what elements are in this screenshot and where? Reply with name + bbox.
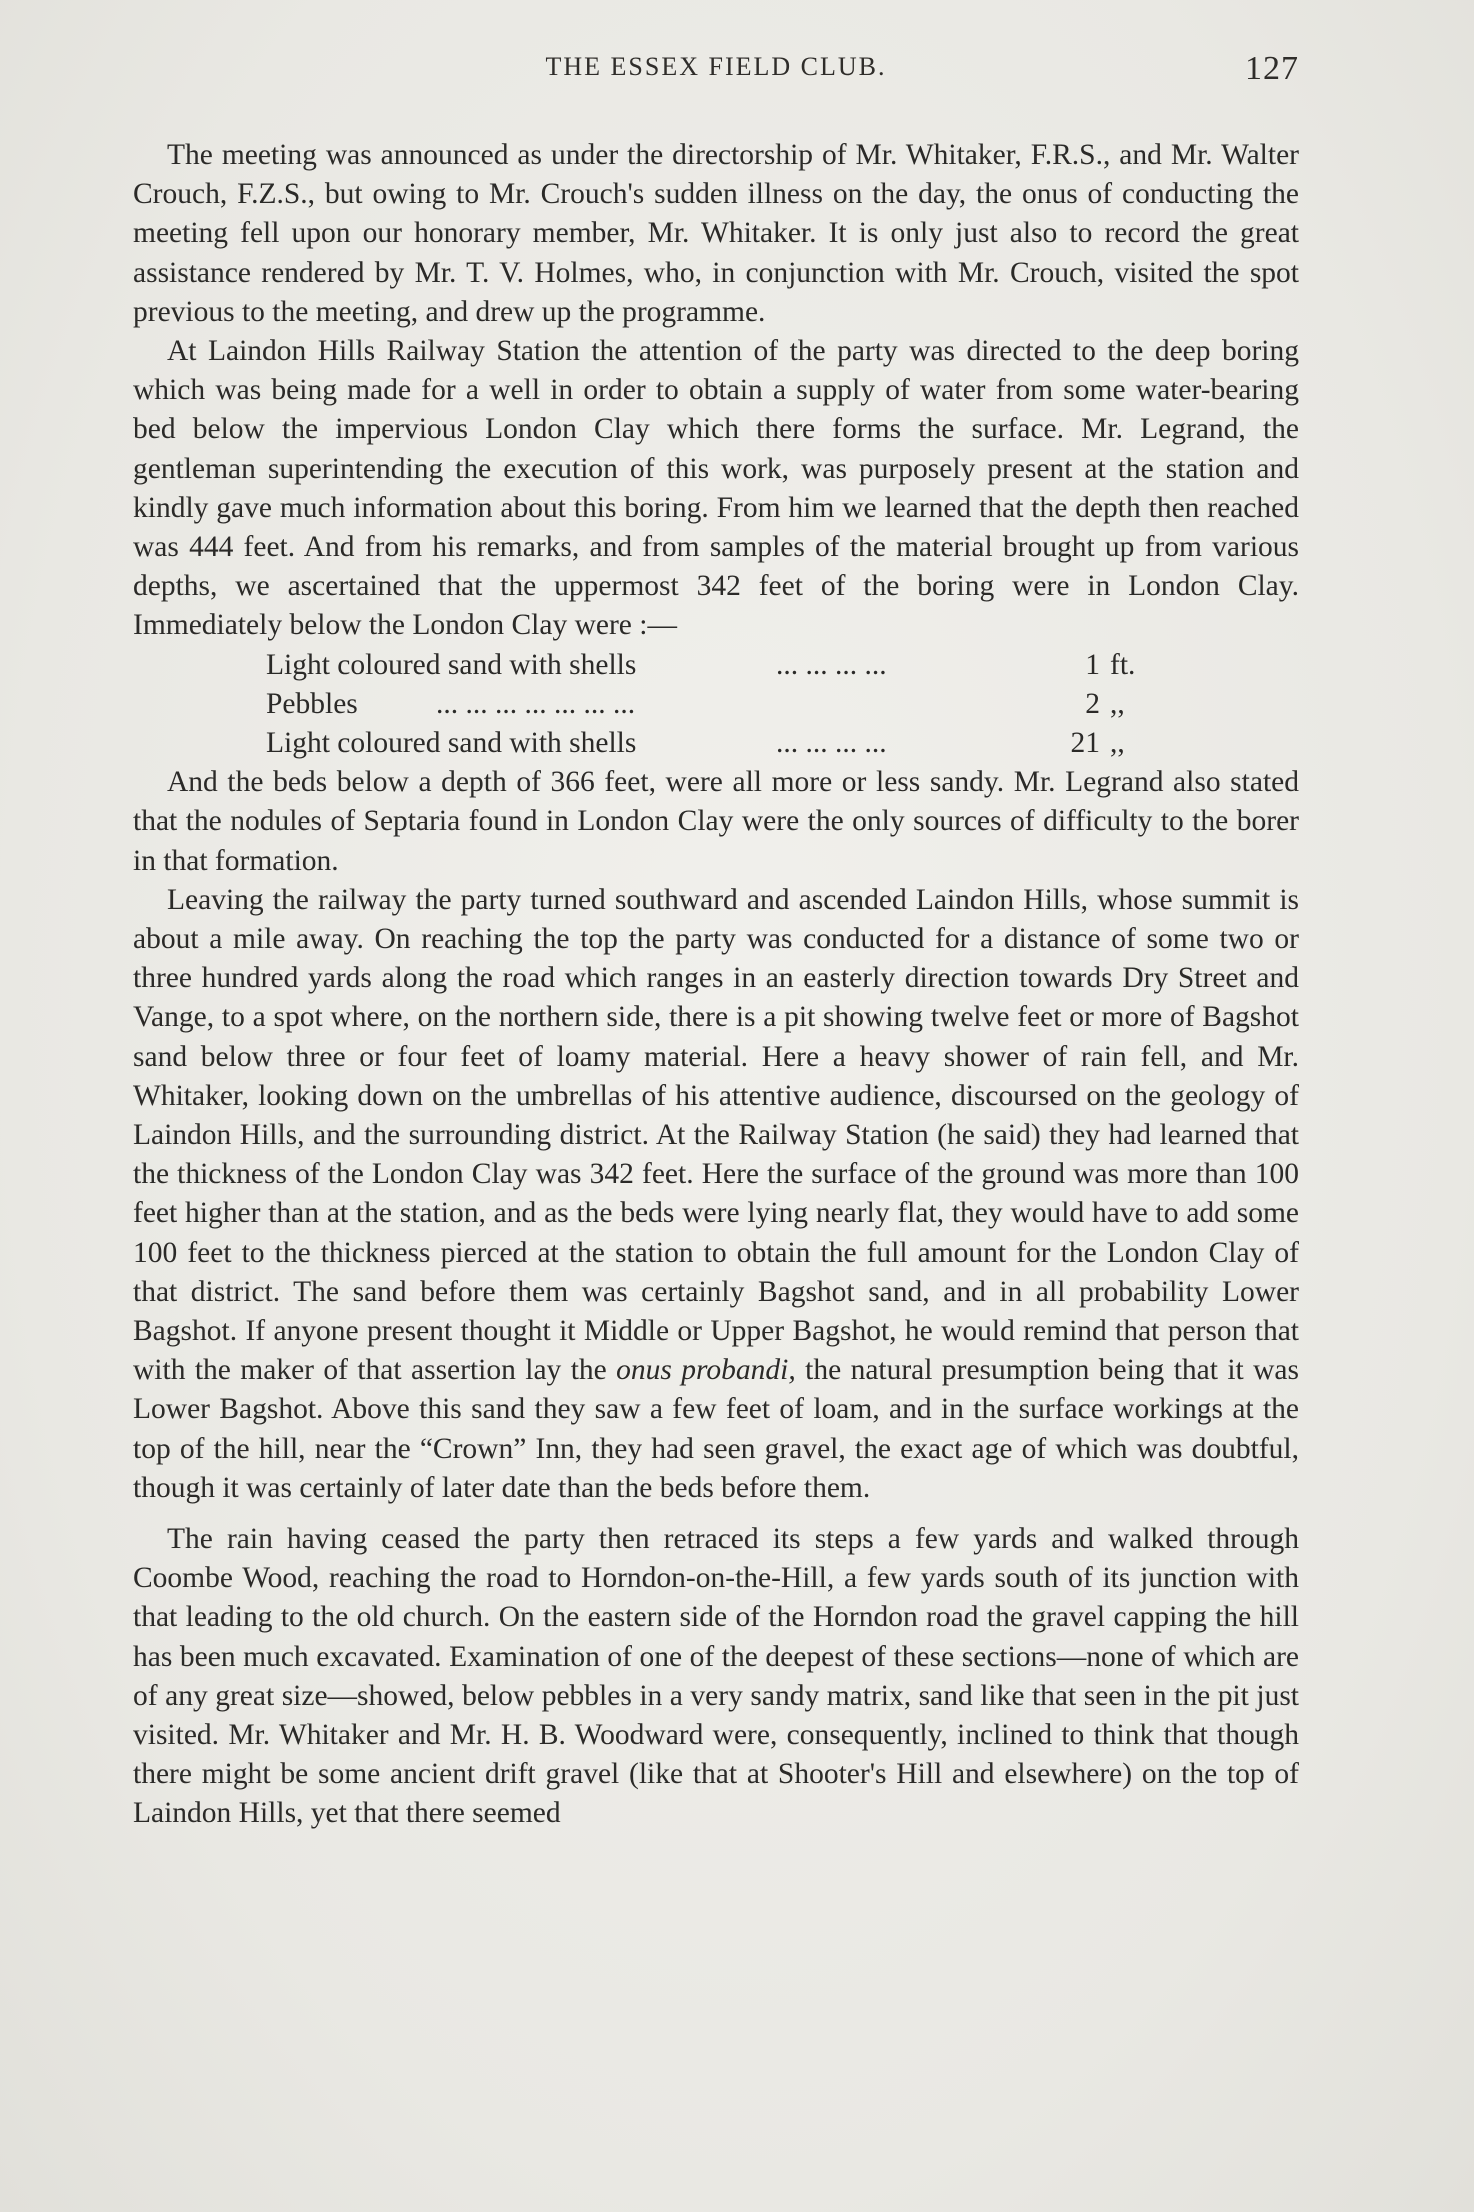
leader-dots: ... ... ... ... xyxy=(776,727,887,760)
stratum-thickness: 21 xyxy=(1070,727,1100,760)
stratum-unit: ,, xyxy=(1110,727,1125,760)
stratum-unit: ,, xyxy=(1110,687,1125,720)
page-number: 127 xyxy=(1245,50,1299,87)
paragraph-4 xyxy=(133,881,1299,1508)
body-text xyxy=(133,136,1299,1834)
stratum-row xyxy=(266,724,1172,763)
running-title: THE ESSEX FIELD CLUB. xyxy=(545,52,887,81)
leader-dots: ... ... ... ... ... ... ... xyxy=(436,687,636,720)
stratum-thickness: 2 xyxy=(1085,687,1100,720)
stratum-thickness: 1 xyxy=(1085,648,1100,681)
paragraph-3: And the beds below a depth of 366 feet, were all more or less sandy. Mr. Legrand also stated that the nodules of Septaria found in London Clay were the only sources of difficulty to the borer in that formation. xyxy=(133,766,1299,877)
running-head xyxy=(133,52,1299,96)
stratum-row xyxy=(266,646,1172,685)
latin-phrase: onus probandi, xyxy=(616,1354,796,1387)
stratum-row xyxy=(266,685,1172,724)
paragraph-4-text-b: the natural presumption being that it was Lower Bagshot. Above this sand they saw a few feet of loam, and in the surface workings at the top of the hill, near the “Crown” Inn, they had seen gravel, the exact age of which was doubtful, though it was certainly of later date than the beds before them. xyxy=(133,1354,1299,1504)
paragraph-5: The rain having ceased the party then retraced its steps a few yards and walked through Coombe Wood, reaching the road to Horndon-on-the-Hill, a few yards south of its junction with that leading to the old church. On the eastern side of the Horndon road the gravel capping the hill has been much excavated. Examination of one of the deepest of these sections—none of which are of any great size—showed, below pebbles in a very sandy matrix, sand like that seen in the pit just visited. Mr. Whitaker and Mr. H. B. Woodward were, consequently, inclined to think that though there might be some ancient drift gravel (like that at Shooter's Hill and elsewhere) on the top of Laindon Hills, yet that there seemed xyxy=(133,1523,1299,1830)
stratum-name: Light coloured sand with shells xyxy=(266,727,637,760)
paragraph-2: At Laindon Hills Railway Station the attention of the party was directed to the deep boring which was being made for a well in order to obtain a supply of water from some water-bearing bed below the impervious London Clay which there forms the surface. Mr. Legrand, the gentleman superintending the execution of this work, was purposely present at the station and kindly gave much information about this boring. From him we learned that the depth then reached was 444 feet. And from his remarks, and from samples of the material brought up from various depths, we ascertained that the uppermost 342 feet of the boring were in London Clay. Immediately below the London Clay were :— xyxy=(133,335,1299,642)
leader-dots: ... ... ... ... xyxy=(776,648,887,681)
strata-list xyxy=(266,646,1172,764)
paragraph-1: The meeting was announced as under the directorship of Mr. Whitaker, F.R.S., and Mr. Walter Crouch, F.Z.S., but owing to Mr. Crouch's sudden illness on the day, the onus of conducting the meeting fell upon our honorary member, Mr. Whitaker. It is only just also to record the great assistance rendered by Mr. T. V. Holmes, who, in conjunction with Mr. Crouch, visited the spot previous to the meeting, and drew up the programme. xyxy=(133,139,1299,328)
stratum-name: Pebbles xyxy=(266,687,358,720)
stratum-unit: ft. xyxy=(1110,648,1136,681)
stratum-name: Light coloured sand with shells xyxy=(266,648,637,681)
paragraph-4-text-a: Leaving the railway the party turned southward and ascended Laindon Hills, whose summit is about a mile away. On reaching the top the party was conducted for a distance of some two or three hundred yards along the road which ranges in an easterly direction towards Dry Street and Vange, to a spot where, on the northern side, there is a pit showing twelve feet or more of Bagshot sand below three or four feet of loamy material. Here a heavy shower of rain fell, and Mr. Whitaker, looking down on the umbrellas of his attentive audience, discoursed on the geology of Laindon Hills, and the surrounding district. At the Railway Station (he said) they had learned that the thickness of the London Clay was 342 feet. Here the surface of the ground was more than 100 feet higher than at the station, and as the beds were lying nearly flat, they would have to add some 100 feet to the thickness pierced at the station to obtain the full amount for the London Clay of that district. The sand before them was certainly Bagshot sand, and in all probability Lower Bagshot. If anyone present thought it Middle or Upper Bagshot, he would remind that person that with the maker of that assertion lay the xyxy=(133,883,1299,1387)
